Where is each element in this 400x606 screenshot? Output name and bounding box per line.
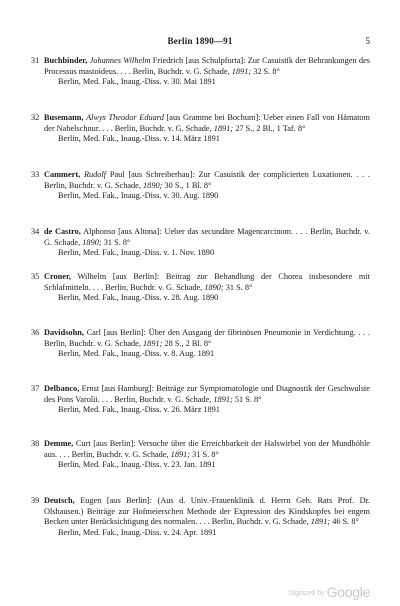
entry-number: 33 bbox=[31, 170, 40, 179]
entry-text: Paul [aus Schreiberhau]: Zur Casuistik der complicierten Luxationen. . . . Berlin, Buchdr. v. G. Schade, bbox=[44, 170, 370, 190]
entry-number: 35 bbox=[31, 272, 40, 281]
entry-text: Curt [aus Berlin]: Versuche über die Erreichbarkeit der Halswirbel von der Mundhöhle aus. . . . Berlin, Buchdr. v. G. Schade, bbox=[44, 439, 370, 459]
entry-author: Croner, bbox=[44, 272, 71, 281]
entry-text: Friedrich [aus Schulpforta]: Zur Casuistik der Behrankungen des Processus mastoideus. . . . Berlin, Buchdr. v. G. Schade, bbox=[44, 56, 370, 76]
entry-dissertation: Berlin, Med. Fak., Inaug.-Diss. v. 28. Aug. 1890 bbox=[58, 293, 219, 302]
entry-pages: 32 S. 8° bbox=[253, 66, 280, 76]
entry-dissertation: Berlin, Med. Fak., Inaug.-Diss. v. 24. Apr. 1891 bbox=[58, 527, 217, 537]
entry-number: 31 bbox=[31, 56, 40, 65]
bibliography-entry bbox=[31, 56, 370, 88]
entry-author: Davidsohn, bbox=[44, 328, 84, 337]
bibliography-entry bbox=[31, 113, 371, 145]
entry-author: Busemann, bbox=[44, 113, 84, 122]
entry-pages: 31 S. 8° bbox=[103, 237, 131, 247]
entry-text: [aus Gramme bei Bochum]: Ueber einen Fall von Hämatom der Nabelschnur. . . . Berlin, Buchdr. v. G. Schade, bbox=[44, 113, 371, 133]
page-title: Berlin 1890—91 bbox=[167, 36, 233, 46]
entry-given-name: Johannes Wilhelm bbox=[89, 56, 151, 65]
entry-number: 36 bbox=[31, 328, 40, 337]
entry-body bbox=[44, 170, 370, 202]
bibliography-entry bbox=[31, 170, 370, 202]
entry-text: Ernst [aus Hamburg]: Beiträge zur Symptomatologie und Diagnostik der Geschwulste des Pons Varolii. . . . Berlin, Buchdr. v. G. Schade, bbox=[44, 384, 370, 404]
entry-year: 1890; bbox=[143, 180, 163, 190]
entry-dissertation: Berlin, Med. Fak., Inaug.-Diss. v. 23. Jan. 1891 bbox=[58, 460, 216, 469]
entry-author: Delbanco, bbox=[44, 384, 80, 393]
entry-author: Cammert, bbox=[44, 170, 81, 179]
watermark-brand: Google bbox=[326, 584, 370, 600]
entry-author: Buchbinder, bbox=[44, 56, 88, 65]
page-number: 5 bbox=[365, 36, 370, 46]
entry-dissertation: Berlin, Med. Fak., Inaug.-Diss. v. 1. Nov. 1890 bbox=[58, 248, 215, 257]
bibliography-entry bbox=[31, 272, 370, 304]
entry-dissertation: Berlin, Med. Fak., Inaug.-Diss. v. 8. Aug. 1891 bbox=[58, 349, 215, 358]
entry-text: Alphonso [aus Altona]: Ueber das secundäre Magencarcinom. . . . Berlin, Buchdr. v. G. Schade, bbox=[44, 227, 370, 247]
entry-given-name: Alwys Theodor Eduard bbox=[86, 113, 164, 122]
entry-dissertation: Berlin, Med. Fak., Inaug.-Diss. v. 30. Mai 1891 bbox=[58, 77, 216, 86]
entry-body bbox=[44, 439, 370, 471]
entry-number: 34 bbox=[31, 227, 40, 236]
entry-year: 1891; bbox=[231, 66, 252, 76]
entry-number: 38 bbox=[31, 439, 40, 448]
entry-body bbox=[44, 272, 370, 304]
entry-dissertation: Berlin, Med. Fak., Inaug.-Diss. v. 14. März 1891 bbox=[58, 134, 220, 143]
entry-year: 1891; bbox=[143, 338, 163, 348]
entry-body bbox=[44, 113, 370, 145]
digitization-watermark bbox=[289, 584, 371, 600]
entry-number: 39 bbox=[31, 496, 40, 505]
entry-pages: 51 S. 8° bbox=[234, 394, 262, 404]
entry-number: 37 bbox=[31, 384, 40, 393]
entry-body bbox=[44, 384, 370, 416]
entry-number: 32 bbox=[31, 113, 40, 122]
running-header bbox=[0, 36, 400, 48]
entry-body bbox=[44, 496, 370, 538]
entry-text: Carl [aus Berlin]: Über den Ausgang der fibrinösen Pneumonie in Verdichtung. . . . Berlin, Buchdr. v. G. Schade, bbox=[44, 328, 371, 348]
entry-body bbox=[44, 56, 370, 88]
entry-author: de Castro, bbox=[44, 227, 81, 236]
entry-year: 1891; bbox=[170, 449, 191, 459]
bibliography-entry bbox=[31, 227, 370, 259]
bibliography-entry bbox=[31, 496, 370, 538]
entry-author: Demme, bbox=[44, 439, 74, 448]
entry-pages: 28 S., 2 Bl. 8° bbox=[164, 338, 212, 348]
entry-pages: 27 S., 2 Bl., 1 Taf. 8° bbox=[235, 123, 306, 133]
entry-text: Wilhelm [aus Berlin]: Beitrag zur Behandlung der Chorea insbesondere mit Schlafmitteln. . . . Berlin, Buchdr. v. G. Schade, bbox=[44, 272, 370, 292]
entry-text: Eugen [aus Berlin]: (Aus d. Univ.-Frauenklinik d. Herrn Geh. Rats Prof. Dr. Olshausen.) Beiträge zur Hofmeierschen Methode der Expression des Kindskopfes bei engem Becken unter Berücksichtigung des normalen. . . . Berlin, Buchdr. v. G. Schade, bbox=[44, 496, 370, 526]
entry-dissertation: Berlin, Med. Fak., Inaug.-Diss. v. 26. März 1891 bbox=[58, 405, 220, 414]
entry-year: 1890; bbox=[204, 282, 224, 292]
watermark-prefix: Digitized by bbox=[288, 590, 325, 597]
entry-body bbox=[44, 227, 370, 259]
entry-dissertation: Berlin, Med. Fak., Inaug.-Diss. v. 30. Aug. 1890 bbox=[58, 191, 219, 200]
entry-author: Deutsch, bbox=[44, 496, 75, 505]
entry-year: 1891; bbox=[213, 394, 233, 404]
entry-year: 1891; bbox=[310, 517, 331, 526]
entry-pages: 46 S. 8° bbox=[332, 517, 359, 526]
entry-pages: 31 S. 8° bbox=[192, 449, 219, 459]
entry-pages: 31 S. 8° bbox=[225, 282, 253, 292]
entry-body bbox=[44, 328, 370, 360]
bibliography-entry bbox=[31, 384, 370, 416]
entry-year: 1890; bbox=[82, 237, 102, 247]
bibliography-entry bbox=[31, 328, 371, 360]
entry-pages: 30 S., 1 Bl. 8° bbox=[164, 180, 212, 190]
bibliography-entry bbox=[31, 439, 370, 471]
entry-given-name: Rudolf bbox=[83, 170, 107, 179]
entry-year: 1891; bbox=[213, 123, 234, 133]
